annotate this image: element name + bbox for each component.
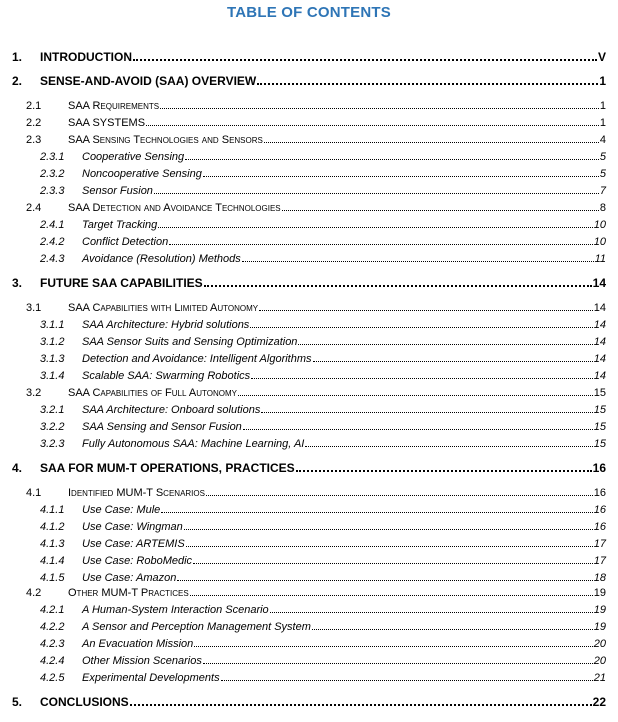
dot-leader bbox=[146, 124, 599, 126]
toc-entry-number: 4.1.5 bbox=[40, 572, 65, 584]
toc-entry-5[interactable] bbox=[12, 694, 606, 710]
toc-entry-number: 4.2.2 bbox=[40, 621, 65, 633]
toc-entry-page: 16 bbox=[593, 487, 606, 499]
toc-entry-page: 19 bbox=[593, 604, 606, 616]
toc-entry-number: 4.2 bbox=[26, 587, 42, 599]
toc-entry-2[interactable] bbox=[12, 73, 606, 89]
toc-entry-number: 2.3.2 bbox=[40, 168, 65, 180]
toc-entry-4-1-5[interactable] bbox=[40, 570, 606, 586]
toc-entry-number: 5. bbox=[12, 695, 23, 709]
toc-entry-label: Other MUM-T Practices bbox=[68, 587, 189, 599]
dot-leader bbox=[130, 703, 592, 706]
dot-leader bbox=[194, 645, 592, 647]
toc-entry-2-4[interactable] bbox=[26, 200, 606, 216]
toc-entry-page: 15 bbox=[593, 387, 606, 399]
toc-entry-page: 19 bbox=[593, 621, 606, 633]
toc-entry-page: 10 bbox=[593, 219, 606, 231]
toc-entry-number: 4.2.5 bbox=[40, 672, 65, 684]
toc-entry-number: 1. bbox=[12, 50, 23, 64]
toc-entry-3-1[interactable] bbox=[26, 300, 606, 316]
toc-entry-number: 2.3 bbox=[26, 134, 42, 146]
toc-entry-page: 14 bbox=[593, 370, 606, 382]
toc-entry-label: SAA Capabilities of Full Autonomy bbox=[68, 387, 237, 399]
toc-entry-page: 5 bbox=[599, 168, 606, 180]
toc-entry-4-1-3[interactable] bbox=[40, 536, 606, 552]
toc-entry-2-3-2[interactable] bbox=[40, 166, 606, 182]
toc-entry-2-4-3[interactable] bbox=[40, 251, 606, 267]
toc-entry-label: FUTURE SAA CAPABILITIES bbox=[40, 276, 203, 290]
toc-entry-1[interactable] bbox=[12, 49, 606, 65]
toc-entry-4-1-4[interactable] bbox=[40, 553, 606, 569]
toc-entry-number: 2.4 bbox=[26, 202, 42, 214]
dot-leader bbox=[305, 445, 592, 447]
toc-entry-number: 2. bbox=[12, 74, 23, 88]
toc-entry-number: 3.1.3 bbox=[40, 353, 65, 365]
dot-leader bbox=[133, 58, 597, 61]
toc-entry-page: 5 bbox=[599, 151, 606, 163]
dot-leader bbox=[282, 209, 599, 211]
toc-entry-label: Sensor Fusion bbox=[82, 185, 153, 197]
toc-entry-4-1[interactable] bbox=[26, 485, 606, 501]
toc-entry-number: 2.3.1 bbox=[40, 151, 65, 163]
toc-entry-label: SAA SYSTEMS bbox=[68, 117, 146, 129]
toc-entry-number: 4.1.2 bbox=[40, 521, 65, 533]
toc-entry-3-1-1[interactable] bbox=[40, 317, 606, 333]
dot-leader bbox=[186, 545, 593, 547]
dot-leader bbox=[206, 494, 593, 496]
toc-entry-4-2-3[interactable] bbox=[40, 636, 606, 652]
toc-entry-4-1-1[interactable] bbox=[40, 502, 606, 518]
toc-entry-label: Fully Autonomous SAA: Machine Learning, AI bbox=[82, 438, 305, 450]
toc-entry-label: INTRODUCTION bbox=[40, 50, 132, 64]
toc-entry-label: SAA Architecture: Onboard solutions bbox=[82, 404, 261, 416]
toc-entry-label: SAA Detection and Avoidance Technologies bbox=[68, 202, 281, 214]
toc-entry-label: SENSE-AND-AVOID (SAA) OVERVIEW bbox=[40, 74, 257, 88]
toc-entry-page: 18 bbox=[593, 572, 606, 584]
toc-entry-number: 2.3.3 bbox=[40, 185, 65, 197]
toc-entry-label: Identified MUM-T Scenarios bbox=[68, 487, 205, 499]
toc-entry-4-2-2[interactable] bbox=[40, 619, 606, 635]
dot-leader bbox=[158, 226, 593, 228]
toc-entry-page: 14 bbox=[593, 353, 606, 365]
toc-entry-label: SAA Sensing and Sensor Fusion bbox=[82, 421, 242, 433]
toc-entry-label: SAA Sensor Suits and Sensing Optimization bbox=[82, 336, 298, 348]
toc-entry-2-1[interactable] bbox=[26, 98, 606, 114]
toc-entry-label: A Sensor and Perception Management System bbox=[82, 621, 311, 633]
toc-entry-page: 15 bbox=[593, 404, 606, 416]
toc-entry-number: 4.1 bbox=[26, 487, 42, 499]
dot-leader bbox=[177, 579, 592, 581]
toc-entry-label: An Evacuation Mission bbox=[82, 638, 194, 650]
toc-entry-4-1-2[interactable] bbox=[40, 519, 606, 535]
dot-leader bbox=[204, 284, 592, 287]
toc-entry-label: Target Tracking bbox=[82, 219, 158, 231]
toc-entry-page: 22 bbox=[592, 695, 606, 709]
toc-entry-number: 4.1.1 bbox=[40, 504, 65, 516]
toc-entry-page: 14 bbox=[592, 276, 606, 290]
dot-leader bbox=[259, 309, 593, 311]
dot-leader bbox=[193, 562, 593, 564]
toc-entry-label: Use Case: Amazon bbox=[82, 572, 177, 584]
toc-entry-number: 3.2.2 bbox=[40, 421, 65, 433]
dot-leader bbox=[169, 243, 593, 245]
toc-entry-number: 3. bbox=[12, 276, 23, 290]
toc-entry-number: 4.1.3 bbox=[40, 538, 65, 550]
toc-entry-number: 2.2 bbox=[26, 117, 42, 129]
toc-entry-label: Use Case: ARTEMIS bbox=[82, 538, 185, 550]
toc-entry-label: Noncooperative Sensing bbox=[82, 168, 202, 180]
toc-entry-2-3-3[interactable] bbox=[40, 183, 606, 199]
toc-entry-3-2-2[interactable] bbox=[40, 419, 606, 435]
toc-entry-3-2[interactable] bbox=[26, 385, 606, 401]
toc-entry-page: 16 bbox=[593, 521, 606, 533]
toc-entry-page: 1 bbox=[599, 100, 606, 112]
toc-entry-label: Experimental Developments bbox=[82, 672, 220, 684]
dot-leader bbox=[257, 82, 598, 85]
toc-entry-page: 17 bbox=[593, 538, 606, 550]
toc-entry-number: 4.2.1 bbox=[40, 604, 65, 616]
toc-entry-page: 14 bbox=[593, 319, 606, 331]
toc-entry-number: 4.2.4 bbox=[40, 655, 65, 667]
toc-entry-2-3-1[interactable] bbox=[40, 149, 606, 165]
toc-entry-label: SAA Sensing Technologies and Sensors bbox=[68, 134, 263, 146]
toc-entry-2-2[interactable] bbox=[26, 115, 606, 131]
toc-entry-4-2-5[interactable] bbox=[40, 670, 606, 686]
toc-entry-label: Use Case: Mule bbox=[82, 504, 161, 516]
toc-entry-page: 15 bbox=[593, 438, 606, 450]
toc-entry-3-2-3[interactable] bbox=[40, 436, 606, 452]
toc-entry-label: SAA FOR MUM-T OPERATIONS, PRACTICES bbox=[40, 461, 295, 475]
dot-leader bbox=[161, 511, 592, 513]
toc-entry-label: Other Mission Scenarios bbox=[82, 655, 202, 667]
toc-entry-number: 4. bbox=[12, 461, 23, 475]
dot-leader bbox=[313, 360, 593, 362]
dot-leader bbox=[160, 107, 599, 109]
toc-entry-page: 20 bbox=[593, 655, 606, 667]
dot-leader bbox=[221, 679, 593, 681]
toc-entry-page: 21 bbox=[593, 672, 606, 684]
dot-leader bbox=[243, 428, 593, 430]
toc-entry-number: 3.2.3 bbox=[40, 438, 65, 450]
toc-entry-number: 2.4.3 bbox=[40, 253, 65, 265]
dot-leader bbox=[238, 394, 593, 396]
toc-entry-page: 14 bbox=[593, 302, 606, 314]
toc-entry-page: 1 bbox=[599, 74, 606, 88]
toc-entry-4-2-4[interactable] bbox=[40, 653, 606, 669]
toc-entry-label: Detection and Avoidance: Intelligent Algorithms bbox=[82, 353, 312, 365]
toc-entry-page: 11 bbox=[594, 253, 606, 265]
toc-entry-2-4-1[interactable] bbox=[40, 217, 606, 233]
dot-leader bbox=[270, 611, 593, 613]
toc-entry-label: Conflict Detection bbox=[82, 236, 169, 248]
toc-entry-label: Cooperative Sensing bbox=[82, 151, 185, 163]
dot-leader bbox=[203, 662, 593, 664]
toc-entry-3-2-1[interactable] bbox=[40, 402, 606, 418]
toc-entry-page: 1 bbox=[599, 117, 606, 129]
toc-entry-page: 20 bbox=[593, 638, 606, 650]
toc-entry-number: 2.4.1 bbox=[40, 219, 65, 231]
toc-entry-label: Use Case: RoboMedic bbox=[82, 555, 193, 567]
toc-entry-number: 2.4.2 bbox=[40, 236, 65, 248]
toc-entry-label: Scalable SAA: Swarming Robotics bbox=[82, 370, 251, 382]
toc-entry-number: 2.1 bbox=[26, 100, 42, 112]
toc-entry-4-2-1[interactable] bbox=[40, 602, 606, 618]
toc-entry-page: 10 bbox=[593, 236, 606, 248]
toc-entry-3-1-4[interactable] bbox=[40, 368, 606, 384]
toc-entry-page: 19 bbox=[593, 587, 606, 599]
dot-leader bbox=[312, 628, 593, 630]
dot-leader bbox=[185, 158, 599, 160]
toc-entry-page: 8 bbox=[599, 202, 606, 214]
toc-title: TABLE OF CONTENTS bbox=[227, 4, 391, 21]
toc-entry-label: CONCLUSIONS bbox=[40, 695, 129, 709]
dot-leader bbox=[261, 411, 592, 413]
dot-leader bbox=[154, 192, 599, 194]
toc-entry-page: 16 bbox=[593, 504, 606, 516]
dot-leader bbox=[250, 326, 592, 328]
toc-entry-3[interactable] bbox=[12, 275, 606, 291]
toc-entry-label: SAA Capabilities with Limited Autonomy bbox=[68, 302, 259, 314]
toc-entry-4[interactable] bbox=[12, 460, 606, 476]
toc-entry-label: SAA Requirements bbox=[68, 100, 160, 112]
toc-entry-page: 4 bbox=[599, 134, 606, 146]
toc-entry-number: 3.1 bbox=[26, 302, 42, 314]
toc-entry-number: 3.1.1 bbox=[40, 319, 65, 331]
toc-entry-3-1-2[interactable] bbox=[40, 334, 606, 350]
toc-entry-number: 4.1.4 bbox=[40, 555, 65, 567]
toc-entry-label: SAA Architecture: Hybrid solutions bbox=[82, 319, 250, 331]
toc-entry-number: 3.2 bbox=[26, 387, 42, 399]
toc-entry-number: 3.1.4 bbox=[40, 370, 65, 382]
toc-entry-4-2[interactable] bbox=[26, 585, 606, 601]
dot-leader bbox=[242, 260, 594, 262]
toc-entry-3-1-3[interactable] bbox=[40, 351, 606, 367]
toc-entry-2-3[interactable] bbox=[26, 132, 606, 148]
toc-entry-label: Avoidance (Resolution) Methods bbox=[82, 253, 241, 265]
toc-entry-page: 7 bbox=[599, 185, 606, 197]
toc-entry-page: 15 bbox=[593, 421, 606, 433]
toc-entry-2-4-2[interactable] bbox=[40, 234, 606, 250]
toc-entry-number: 3.2.1 bbox=[40, 404, 65, 416]
toc-entry-label: Use Case: Wingman bbox=[82, 521, 183, 533]
toc-entry-label: A Human-System Interaction Scenario bbox=[82, 604, 269, 616]
toc-entry-page: 16 bbox=[592, 461, 606, 475]
toc-entry-number: 4.2.3 bbox=[40, 638, 65, 650]
dot-leader bbox=[203, 175, 599, 177]
dot-leader bbox=[184, 528, 593, 530]
dot-leader bbox=[251, 377, 593, 379]
dot-leader bbox=[298, 343, 592, 345]
toc-entry-number: 3.1.2 bbox=[40, 336, 65, 348]
toc-entry-page: 14 bbox=[593, 336, 606, 348]
toc-entry-page: 17 bbox=[593, 555, 606, 567]
toc-entry-page: V bbox=[597, 50, 606, 64]
dot-leader bbox=[264, 141, 599, 143]
dot-leader bbox=[296, 469, 592, 472]
dot-leader bbox=[190, 594, 593, 596]
